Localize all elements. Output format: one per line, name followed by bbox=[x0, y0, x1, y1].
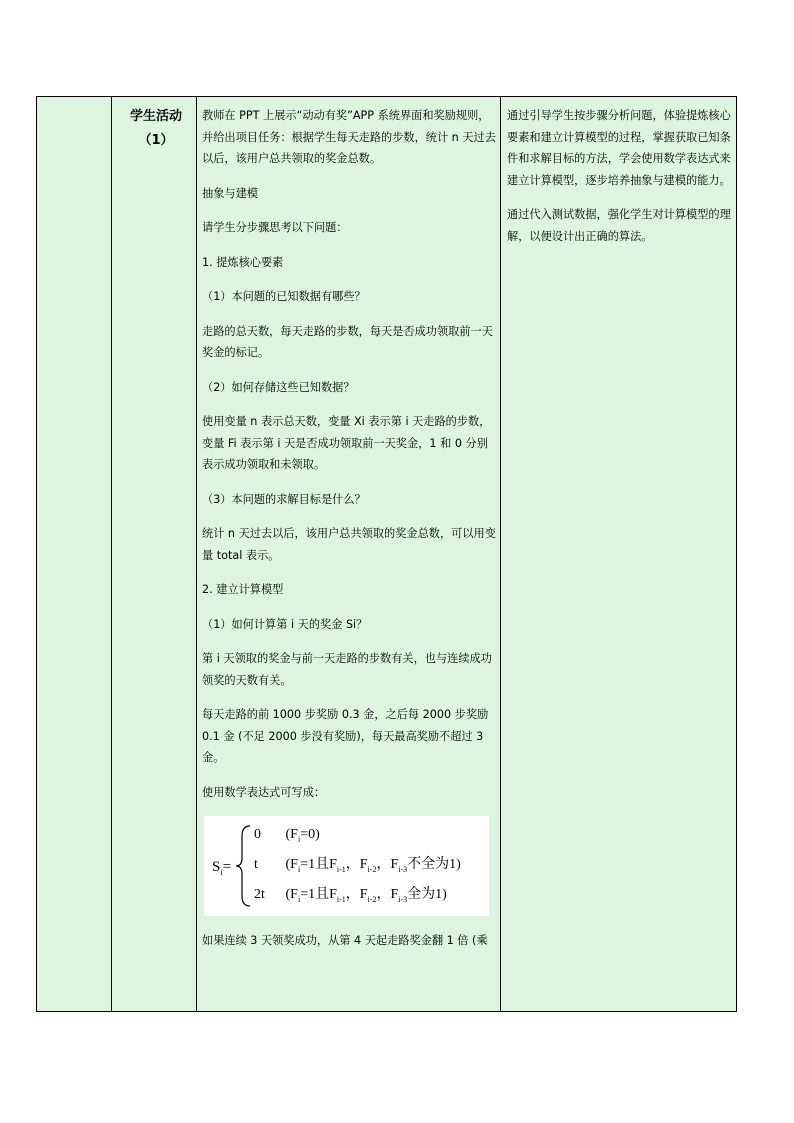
activity-title-line1: 学生活动 bbox=[129, 109, 182, 124]
answer-6: 使用数学表达式可写成： bbox=[202, 785, 326, 799]
formula-lhs: $S_i=$ bbox=[212, 859, 232, 877]
activity-title-line2: （1） bbox=[138, 133, 174, 148]
intro-text: 教师在 PPT 上展示“动动有奖”APP 系统界面和奖励规则，并给出项目任务：根据学生每天走路的步数，统计 n 天过去以后，该用户总共领取的奖金总数。 bbox=[202, 109, 496, 165]
lesson-table bbox=[36, 96, 737, 1012]
formula-case-3: 2t ($F_i=1$且$F_{i-1}$，$F_{i-2}$，$F_{i-3}$全为1) bbox=[254, 887, 447, 904]
formula-case-1: 0 $(F_i=0)$ bbox=[254, 827, 320, 844]
activity-title bbox=[115, 105, 197, 153]
question-4: （1）如何计算第 i 天的奖金 Si？ bbox=[202, 617, 368, 631]
step-2-heading: 2. 建立计算模型 bbox=[202, 583, 284, 596]
step-1-heading: 1. 提炼核心要素 bbox=[202, 255, 284, 269]
column-divider bbox=[196, 97, 197, 1011]
continuation-text: 如果连续 3 天领奖成功，从第 4 天起走路奖金翻 1 倍 (乘 bbox=[202, 934, 488, 947]
prompt-text: 请学生分步骤思考以下问题： bbox=[202, 221, 348, 234]
answer-3: 统计 n 天过去以后，该用户总共领取的奖金总数，可以用变量 total 表示。 bbox=[202, 527, 496, 562]
answer-4: 第 i 天领取的奖金与前一天走路的步数有关，也与连续成功领奖的天数有关。 bbox=[202, 652, 492, 687]
section-title: 抽象与建模 bbox=[202, 186, 258, 200]
formula-case-2: t ($F_i=1$且$F_{i-1}$，$F_{i-2}$，$F_{i-3}$不全为1) bbox=[254, 857, 461, 874]
answer-2: 使用变量 n 表示总天数，变量 Xi 表示第 i 天走路的步数，变量 Fi 表示第 i 天是否成功领取前一天奖金，1 和 0 分别表示成功领取和未领取。 bbox=[202, 415, 491, 471]
question-2: （2）如何存储这些已知数据？ bbox=[202, 380, 355, 394]
answer-5: 每天走路的前 1000 步奖励 0.3 金，之后每 2000 步奖励 0.1 金 (不足 2000 步没有奖励)，每天最高奖励不超过 3 金。 bbox=[202, 708, 489, 764]
column-divider bbox=[500, 97, 501, 1011]
bonus-formula bbox=[204, 816, 489, 916]
intent-paragraph-1: 通过引导学生按步骤分析问题，体验提炼核心要素和建立计算模型的过程，掌握获取已知条件和求解目标的方法，学会使用数学表达式来建立计算模型，逐步培养抽象与建模的能力。 bbox=[507, 109, 731, 187]
intent-paragraph-2: 通过代入测试数据，强化学生对计算模型的理解，以便设计出正确的算法。 bbox=[507, 208, 731, 243]
question-3: （3）本问题的求解目标是什么？ bbox=[202, 492, 366, 506]
design-intent bbox=[507, 105, 731, 260]
activity-content bbox=[202, 105, 498, 965]
answer-1: 走路的总天数，每天走路的步数，每天是否成功领取前一天奖金的标记。 bbox=[202, 324, 493, 359]
column-divider bbox=[111, 97, 112, 1011]
question-1: （1）本问题的已知数据有哪些？ bbox=[202, 290, 366, 303]
